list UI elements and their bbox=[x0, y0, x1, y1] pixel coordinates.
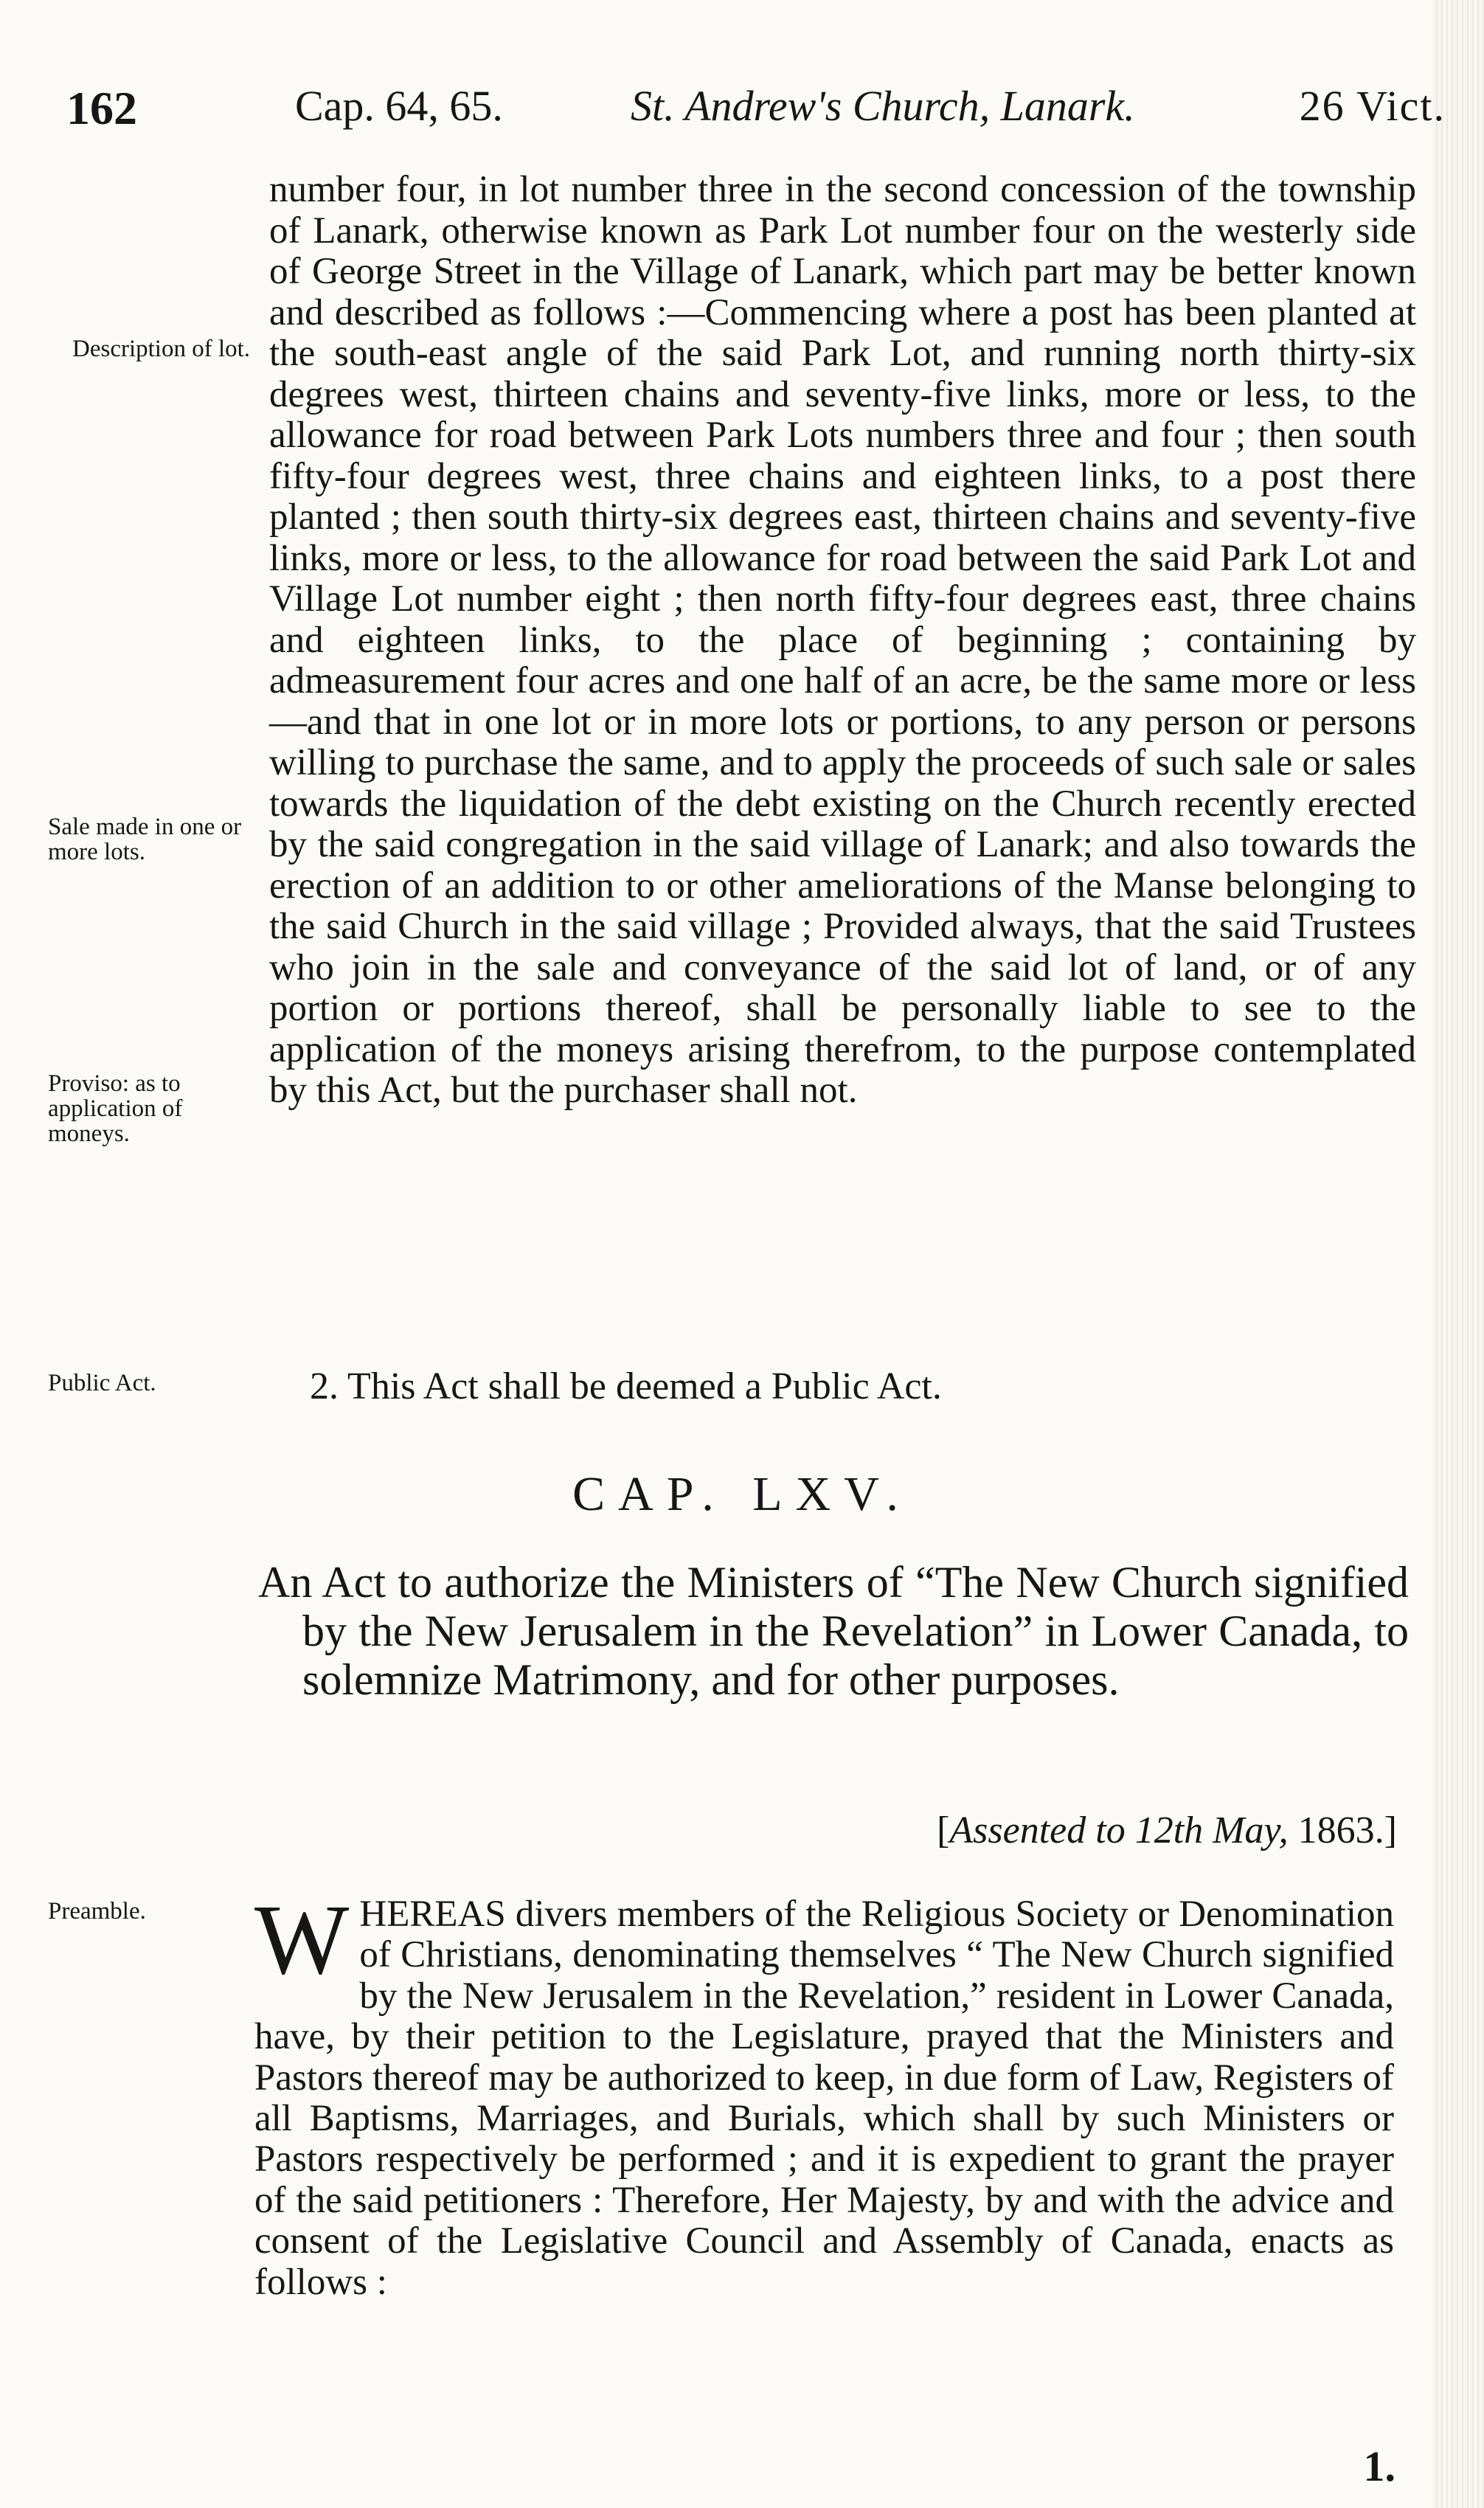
drop-cap: W bbox=[254, 1885, 350, 1995]
margin-note-preamble: Preamble. bbox=[48, 1898, 146, 1925]
assent-year: 1863. bbox=[1297, 1809, 1384, 1851]
margin-note-proviso: Proviso: as to application of moneys. bbox=[48, 1070, 183, 1147]
section-2: 2. This Act shall be deemed a Public Act. bbox=[310, 1365, 942, 1407]
page-number: 162 bbox=[66, 82, 137, 134]
chapter-reference: Cap. 64, 65. bbox=[295, 82, 503, 130]
act-long-title bbox=[258, 1558, 1409, 1704]
catchword: 1. bbox=[1363, 2442, 1395, 2490]
paragraph-text: number four, in lot number three in the second concession of the township of Lanark, otherwise known as Park Lot number four on the westerly side of George Street in the Village of Lanark, which part may be better known and described as follows :—Commencing where a post has been planted at the south-east angle of the said Park Lot, and running north thirty-six degrees west, thirteen chains and seventy-five links, more or less, to the allowance for road between Park Lots numbers three and four ; then south fifty-four degrees west, three chains and eighteen links, to a post there planted ; then south thirty-six degrees east, thirteen chains and seventy-five links, more or less, to the allowance for road between the said Park Lot and Village Lot number eight ; then north fifty-four degrees east, three chains and eighteen links, to the place of beginning ; containing by admeasurement four acres and one half of an acre, be the same more or less—and that in one lot or in more lots or portions, to any person or persons willing to purchase the same, and to apply the proceeds of such sale or sales towards the liquidation of the debt existing on the Church recently erected by the said congregation in the said village of Lanark; and also towards the erection of an addition to or other ameliorations of the Manse belonging to the said Church in the said village ; Provided always, that the said Trustees who join in the sale and conveyance of the said lot of land, or of any portion or portions thereof, shall be personally liable to see to the application of the moneys arising therefrom, to the purpose contemplated by this Act, but the purchaser shall not. bbox=[269, 169, 1416, 1111]
running-title: St. Andrew's Church, Lanark. bbox=[631, 82, 1135, 130]
long-title-text: An Act to authorize the Ministers of “The New Church signified by the New Jerusalem in the Revelation” in Lower Canada, to solemnize Matrimony, and for other purposes. bbox=[258, 1558, 1409, 1704]
margin-note-public-act: Public Act. bbox=[48, 1370, 156, 1396]
margin-note-description: Description of lot. bbox=[72, 336, 251, 362]
running-header bbox=[66, 81, 1446, 148]
session-label: 26 Vict. bbox=[1299, 82, 1446, 130]
assent-line: [Assented to 12th May, 1863.] bbox=[937, 1809, 1397, 1851]
assent-text: Assented to 12th May, bbox=[949, 1809, 1289, 1851]
scanned-page-edge bbox=[1432, 0, 1484, 2508]
section-1-continuation bbox=[269, 170, 1416, 1112]
chapter-heading: CAP. LXV. bbox=[572, 1467, 912, 1521]
preamble-text: HEREAS divers members of the Religious Society or Denomination of Christians, denominating themselves “ The New Church signified by the New Jerusalem in the Revelation,” resident in Lower Canada, have, by their petition to the Legislature, prayed that the Ministers and Pastors thereof may be authorized to keep, in due form of Law, Registers of all Baptisms, Marriages, and Burials, which shall by such Ministers or Pastors respectively be performed ; and it is expedient to grant the prayer of the said petitioners : Therefore, Her Majesty, by and with the advice and consent of the Legislative Council and Assembly of Canada, enacts as follows : bbox=[254, 1894, 1394, 2303]
preamble-paragraph bbox=[254, 1885, 1394, 2303]
margin-note-sale: Sale made in one or more lots. bbox=[48, 814, 242, 865]
